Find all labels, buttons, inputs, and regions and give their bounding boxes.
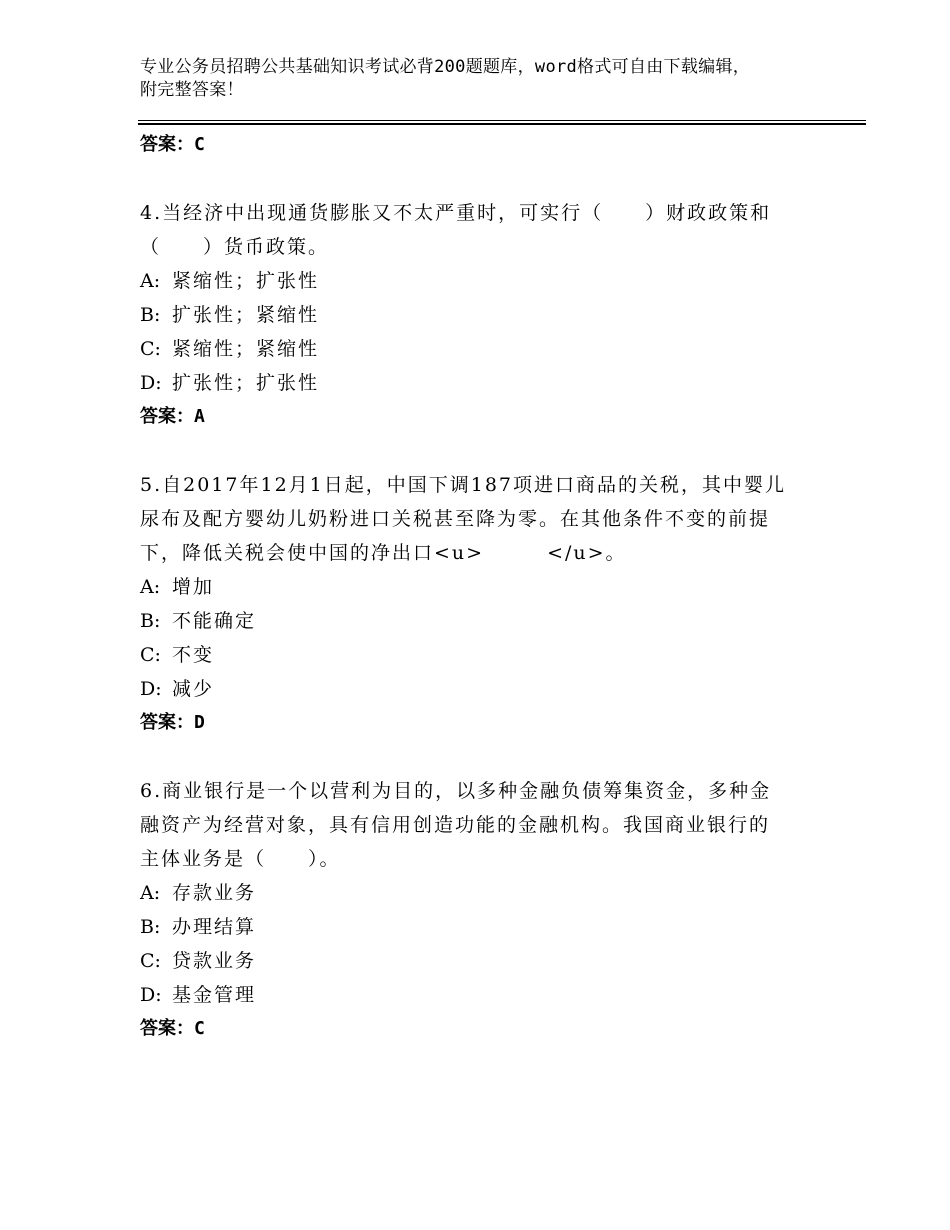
question-stem bbox=[140, 774, 820, 876]
option-d bbox=[140, 366, 820, 400]
option-a bbox=[140, 570, 820, 604]
option-key: A: bbox=[140, 882, 161, 904]
option-b bbox=[140, 910, 820, 944]
option-key: C: bbox=[140, 644, 161, 666]
header-line-2: 附完整答案！ bbox=[140, 80, 244, 100]
option-d bbox=[140, 978, 820, 1012]
option-text: 紧缩性；紧缩性 bbox=[172, 338, 320, 360]
previous-answer: 答案：C bbox=[140, 134, 205, 155]
question-6 bbox=[140, 774, 820, 1046]
stem-line: 5.自2017年12月1日起，中国下调187项进口商品的关税，其中婴儿 bbox=[140, 474, 787, 496]
stem-line: 融资产为经营对象，具有信用创造功能的金融机构。我国商业银行的 bbox=[140, 814, 771, 836]
option-text: 扩张性；扩张性 bbox=[172, 372, 320, 394]
option-key: D: bbox=[140, 372, 162, 394]
header-rule-thin bbox=[138, 120, 866, 121]
answer-line: 答案：C bbox=[140, 1018, 205, 1039]
option-text: 紧缩性；扩张性 bbox=[172, 270, 320, 292]
option-text: 不变 bbox=[172, 644, 215, 666]
option-key: B: bbox=[140, 916, 161, 938]
stem-line: 4.当经济中出现通货膨胀又不太严重时，可实行（ ）财政政策和 bbox=[140, 202, 772, 224]
option-c bbox=[140, 944, 820, 978]
option-text: 扩张性；紧缩性 bbox=[172, 304, 320, 326]
option-key: D: bbox=[140, 984, 162, 1006]
question-stem bbox=[140, 196, 820, 264]
stem-line: 6.商业银行是一个以营利为目的，以多种金融负债筹集资金，多种金 bbox=[140, 780, 772, 802]
option-text: 贷款业务 bbox=[172, 950, 257, 972]
option-key: C: bbox=[140, 338, 161, 360]
stem-line: 主体业务是（ ）。 bbox=[140, 848, 341, 870]
option-b bbox=[140, 298, 820, 332]
header-rule-thick bbox=[138, 123, 866, 125]
option-key: C: bbox=[140, 950, 161, 972]
question-5 bbox=[140, 468, 820, 740]
stem-line: 尿布及配方婴幼儿奶粉进口关税甚至降为零。在其他条件不变的前提 bbox=[140, 508, 771, 530]
option-text: 存款业务 bbox=[172, 882, 257, 904]
header-line-1: 专业公务员招聘公共基础知识考试必背200题题库，word格式可自由下载编辑， bbox=[140, 57, 751, 77]
option-text: 不能确定 bbox=[172, 610, 257, 632]
option-key: A: bbox=[140, 270, 161, 292]
option-d bbox=[140, 672, 820, 706]
option-text: 办理结算 bbox=[172, 916, 257, 938]
option-c bbox=[140, 332, 820, 366]
option-a bbox=[140, 876, 820, 910]
option-key: D: bbox=[140, 678, 162, 700]
answer-line: 答案：D bbox=[140, 712, 205, 733]
option-b bbox=[140, 604, 820, 638]
option-key: B: bbox=[140, 304, 161, 326]
option-key: B: bbox=[140, 610, 161, 632]
option-text: 基金管理 bbox=[172, 984, 257, 1006]
option-a bbox=[140, 264, 820, 298]
question-4 bbox=[140, 196, 820, 434]
stem-line: （ ）货币政策。 bbox=[140, 236, 330, 258]
stem-line: 下，降低关税会使中国的净出口<u> </u>。 bbox=[140, 542, 627, 564]
option-text: 减少 bbox=[172, 678, 215, 700]
question-list bbox=[140, 128, 820, 1046]
answer-line: 答案：A bbox=[140, 406, 205, 427]
option-c bbox=[140, 638, 820, 672]
question-stem bbox=[140, 468, 820, 570]
page-header bbox=[140, 56, 840, 102]
option-text: 增加 bbox=[172, 576, 215, 598]
option-key: A: bbox=[140, 576, 161, 598]
